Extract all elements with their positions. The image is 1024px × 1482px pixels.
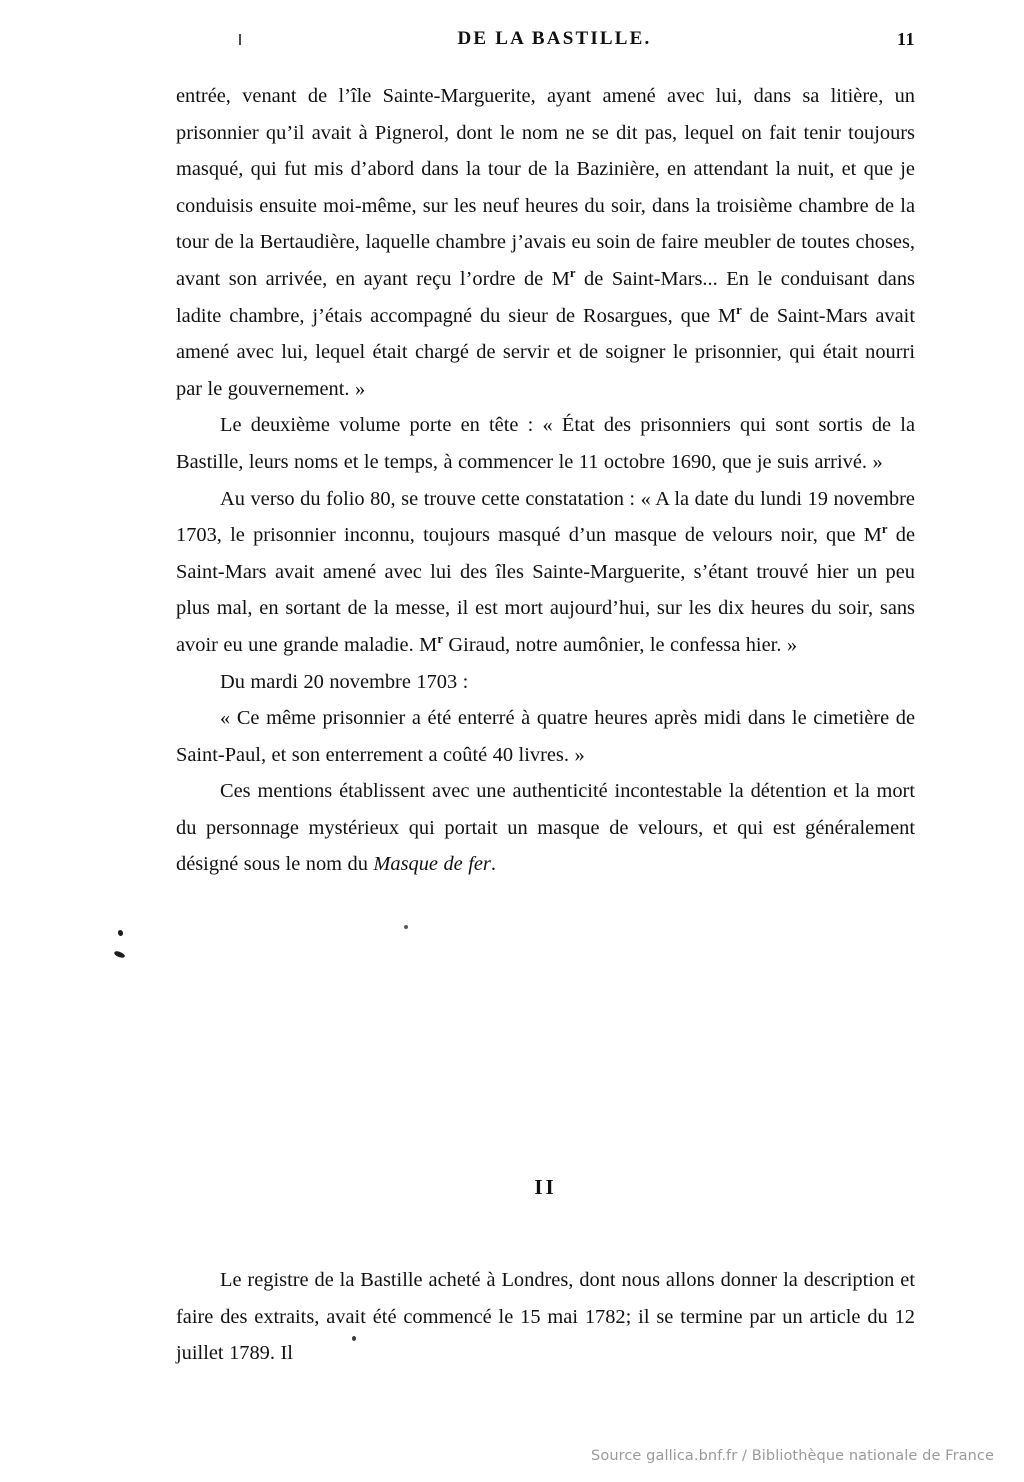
running-head [176,28,915,54]
paragraph-text: Ces mentions établissent avec une authenticité incontestable la détention et la mort du personnage mystérieux qui portait un masque de velours, et qui est généralement désigné sous le nom du [176,780,915,876]
ink-speck-body-lower [352,1336,356,1341]
paragraph-conclusion [176,773,915,883]
paragraph-text: Au verso du folio 80, se trouve cette constatation : « A la date du lundi 19 novembre 1703, le prisonnier inconnu, toujours masqué d’un masque de velours noir, que M [176,487,915,547]
abbrev-superscript: r [881,522,888,537]
paragraph-burial: « Ce même prisonnier a été enterré à quatre heures après midi dans le cimetière de Saint-Paul, et son enterrement a coûté 40 livres. » [176,707,915,766]
ink-speck-margin-comma [113,950,125,959]
source-attribution: Source gallica.bnf.fr / Bibliothèque nationale de France [591,1448,994,1464]
paragraph-text-end: Giraud, notre aumônier, le confessa hier. » [442,633,798,656]
closing-text [176,1262,915,1372]
ink-speck-margin-dot [117,929,124,936]
paragraph-text-end: . [490,853,496,876]
ink-speck-header [239,34,241,45]
section-heading: II [534,1175,557,1199]
paragraph-text-cont: de Saint-Mars avait amené avec lui des îles Sainte-Marguerite, s’étant trouvé hier un peu plus mal, en sortant de la messe, il est mort aujourd’hui, sur les dix heures du soir, sans avoir eu une grande maladie. M [176,524,916,656]
paragraph-text-end: de Saint-Mars avait amené avec lui, lequel était chargé de servir et de soigner le prisonnier, qui était nourri par le gouvernement. » [176,304,916,400]
abbrev-superscript: r [437,632,443,647]
abbrev-superscript: r [736,302,742,317]
italic-title-masque-de-fer: Masque de fer [373,853,491,876]
paragraph-memoir-quote [176,78,915,407]
paragraph-register: Le registre de la Bastille acheté à Londres, dont nous allons donner la description et faire des extraits, avait été commencé le 15 mai 1782; il se termine par un article du 12 juillet 1789. Il [176,1269,915,1365]
page-number: 11 [896,29,915,49]
abbrev-superscript: r [569,266,576,281]
paragraph-folio-80 [176,481,915,664]
ink-speck-body-upper [404,925,408,929]
paragraph-text: entrée, venant de l’île Sainte-Marguerite, ayant amené avec lui, dans sa litière, un prisonnier qu’il avait à Pignerol, dont le nom ne se dit pas, lequel on fait tenir toujours masqué, qui fut mis d’abord dans la tour de la Bazinière, en attendant la nuit, et que je conduisis ensuite moi-même, sur les neuf heures du soir, dans la troisième chambre de la tour de la Bertaudière, laquelle chambre j’avais eu soin de faire meubler de toutes choses, avant son arrivée, en ayant reçu l’ordre de M [176,85,915,290]
paragraph-text-cont: de Saint-Mars... En le conduisant dans ladite chambre, j’étais accompagné du sieur de Rosargues, que M [176,267,915,327]
body-text [176,78,915,883]
paragraph-date-line: Du mardi 20 novembre 1703 : [220,670,469,693]
page-title: DE LA BASTILLE. [457,28,652,49]
paragraph-second-volume: Le deuxième volume porte en tête : « État des prisonniers qui sont sortis de la Bastille, leurs noms et le temps, à commencer le 11 octobre 1690, que je suis arrivé. » [176,414,915,473]
